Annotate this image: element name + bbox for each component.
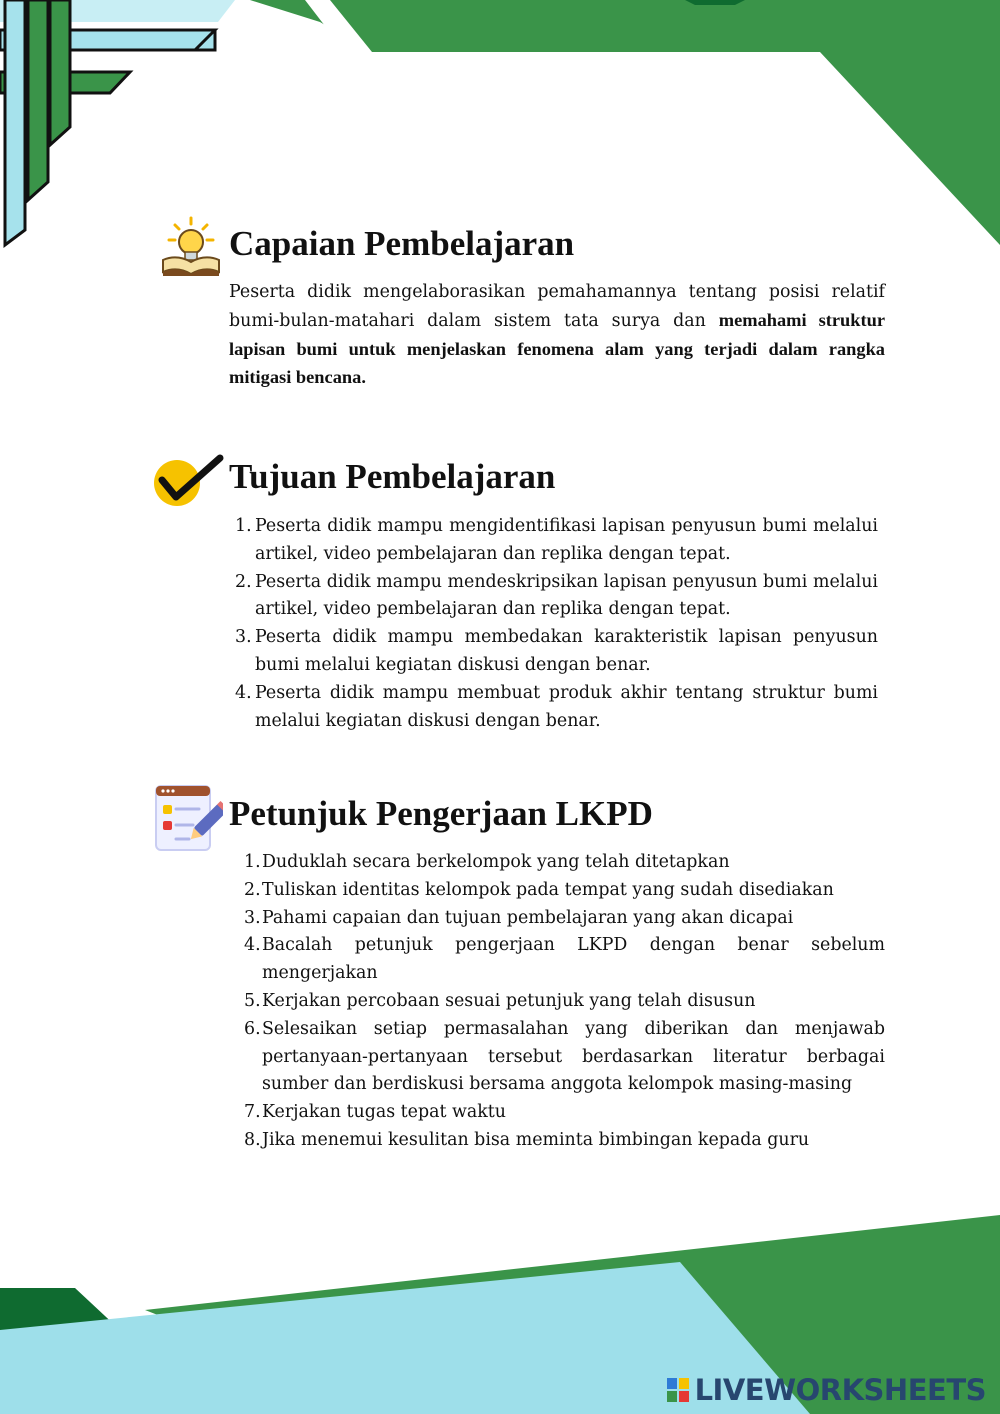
petunjuk-list — [244, 849, 885, 1155]
list-item — [244, 932, 885, 988]
list-item — [235, 569, 878, 625]
capaian-text — [229, 279, 885, 393]
list-item-number: 1. — [235, 516, 252, 536]
list-item-number: 3. — [235, 627, 252, 648]
tujuan-list — [235, 513, 878, 735]
checkmark-icon — [152, 454, 224, 510]
list-item-text: Peserta didik mampu membuat produk akhir tentang struktur bumi melalui kegiatan diskusi dengan benar. — [255, 682, 878, 731]
list-item — [235, 680, 878, 736]
checklist-pencil-icon — [153, 783, 223, 853]
list-item-text: Selesaikan setiap permasalahan yang diberikan dan menjawab pertanyaan-pertanyaan tersebut berdasarkan literatur berbagai sumber dan berdiskusi bersama anggota kelompok masing-masing — [262, 1018, 885, 1095]
list-item-number: 1. — [244, 852, 261, 872]
list-item — [244, 849, 885, 877]
list-item — [244, 988, 885, 1016]
list-item-text: Pahami capaian dan tujuan pembelajaran yang akan dicapai — [262, 907, 794, 928]
list-item — [244, 1127, 885, 1155]
list-item-text: Kerjakan percobaan sesuai petunjuk yang telah disusun — [262, 990, 756, 1011]
list-item-number: 2. — [244, 879, 261, 900]
list-item — [244, 1016, 885, 1099]
liveworksheets-text: LIVEWORKSHEETS — [694, 1373, 986, 1407]
list-item-text: Bacalah petunjuk pengerjaan LKPD dengan benar sebelum mengerjakan — [262, 935, 885, 984]
lightbulb-book-icon — [160, 216, 222, 278]
list-item-text: Jika menemui kesulitan bisa meminta bimbingan kepada guru — [262, 1129, 810, 1150]
petunjuk-title: Petunjuk Pengerjaan LKPD — [229, 794, 653, 833]
list-item-number: 3. — [244, 907, 261, 928]
capaian-title: Capaian Pembelajaran — [229, 224, 575, 263]
list-item — [244, 877, 885, 905]
list-item-text: Peserta didik mampu mendeskripsikan lapisan penyusun bumi melalui artikel, video pembelajaran dan replika dengan tepat. — [255, 571, 878, 620]
list-item-number: 7. — [244, 1102, 261, 1123]
list-item-text: Peserta didik mampu mengidentifikasi lapisan penyusun bumi melalui artikel, video pembelajaran dan replika dengan tepat. — [255, 516, 878, 564]
list-item-number: 4. — [244, 935, 261, 956]
list-item-number: 6. — [244, 1018, 261, 1039]
tujuan-title: Tujuan Pembelajaran — [229, 457, 556, 496]
list-item-number: 8. — [244, 1129, 261, 1150]
list-item — [244, 905, 885, 933]
list-item — [235, 513, 878, 569]
list-item-text: Duduklah secara berkelompok yang telah ditetapkan — [262, 852, 730, 872]
list-item — [235, 624, 878, 680]
list-item-text: Peserta didik mampu membedakan karakteristik lapisan penyusun bumi melalui kegiatan diskusi dengan benar. — [255, 627, 878, 675]
list-item-number: 4. — [235, 682, 252, 703]
list-item — [244, 1099, 885, 1127]
capaian-text-bold: memahami struktur lapisan bumi untuk menjelaskan fenomena alam yang terjadi dalam rangka mitigasi bencana. — [229, 309, 885, 388]
list-item-text: Tuliskan identitas kelompok pada tempat yang sudah disediakan — [262, 879, 834, 900]
liveworksheets-watermark[interactable] — [667, 1370, 986, 1410]
list-item-number: 5. — [244, 990, 261, 1011]
list-item-text: Kerjakan tugas tepat waktu — [262, 1102, 506, 1123]
liveworksheets-logo-icon — [667, 1378, 689, 1402]
capaian-text-plain: Peserta didik mengelaborasikan pemahamannya tentang posisi relatif bumi-bulan-matahari dalam sistem tata surya dan — [229, 282, 885, 331]
list-item-number: 2. — [235, 571, 252, 592]
